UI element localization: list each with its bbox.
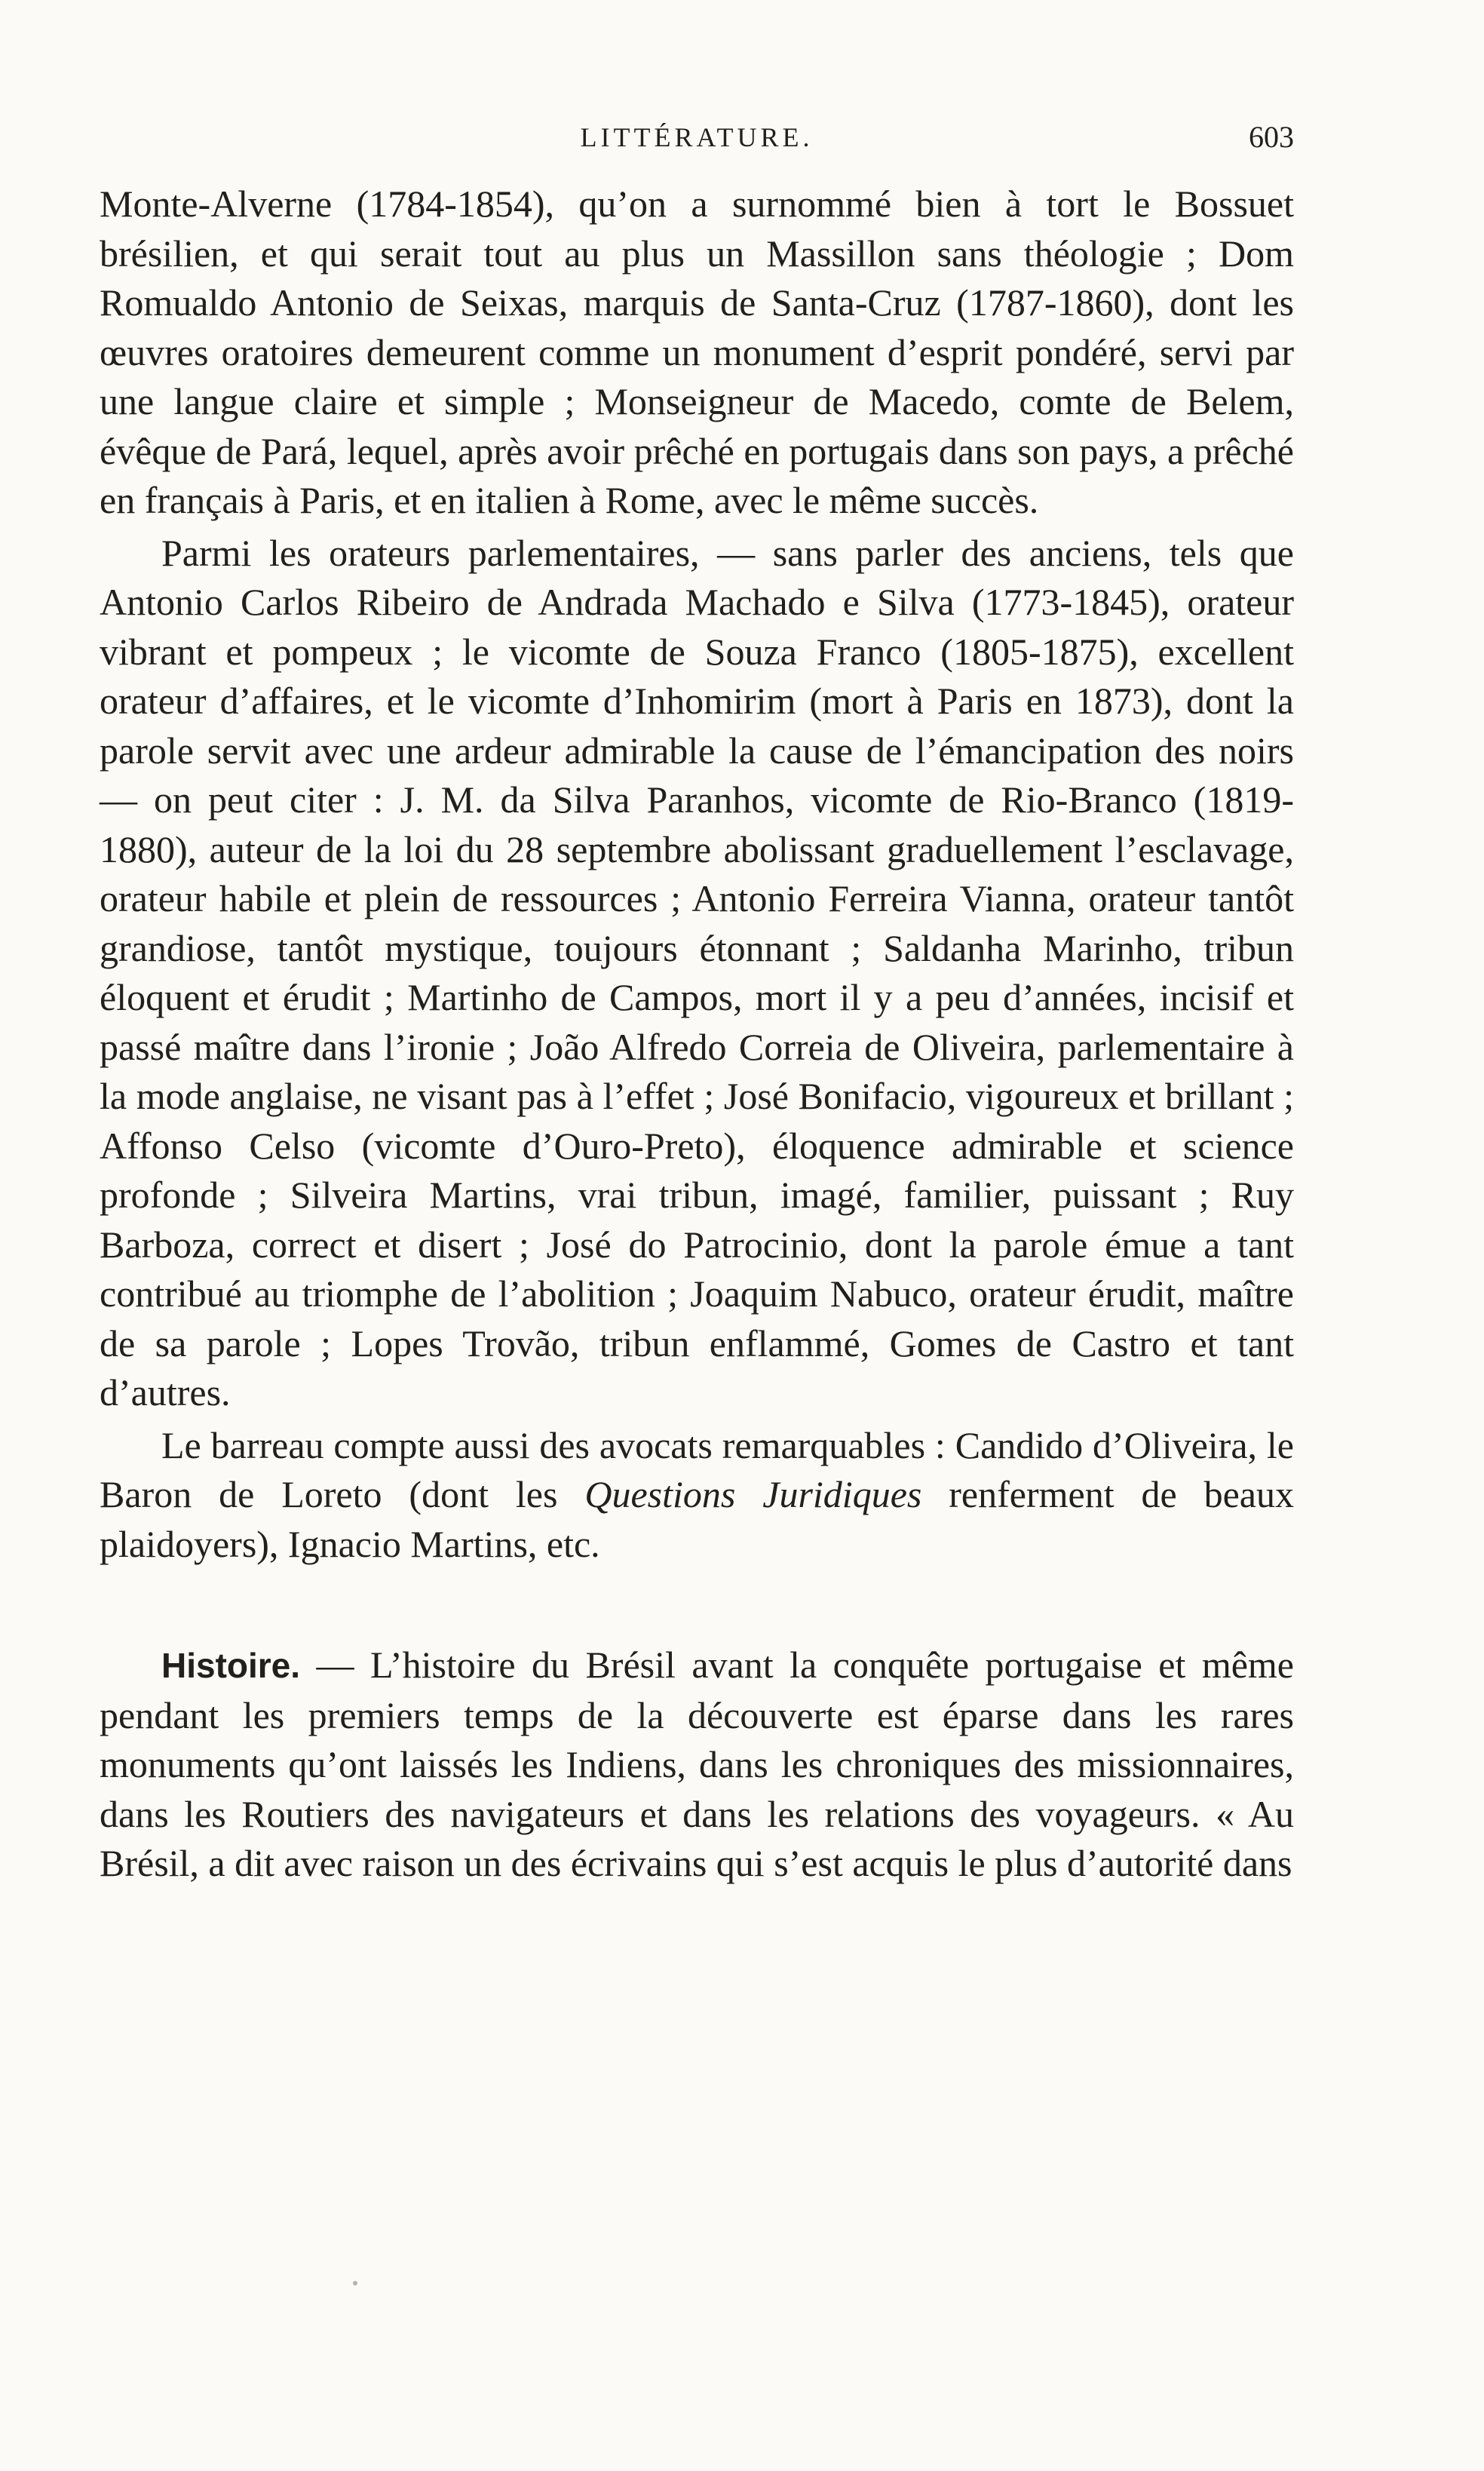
paragraph-bar-lawyers: [100, 1421, 1294, 1570]
history-text: — L’histoire du Brésil avant la conquête portugaise et même pendant les premiers temps de la découverte est éparse dans les rares monuments qu’ont laissés les Indiens, dans les chroniques des missionnaires, dans les Routiers des navigateurs et dans les relations des voyageurs. « Au Brésil, a dit avec raison un des écrivains qui s’est acquis le plus d’autorité dans: [100, 1644, 1294, 1884]
section-heading-histoire: Histoire.: [161, 1646, 301, 1685]
paragraph-history: [100, 1641, 1294, 1889]
page-number: 603: [1249, 120, 1294, 154]
paragraph-parliamentary-orators: Parmi les orateurs parlementaires, — sans parler des anciens, tels que Antonio Carlos Ribeiro de Andrada Machado e Silva (1773-1845), orateur vibrant et pompeux ; le vicomte de Souza Franco (1805-1875), excellent orateur d’affaires, et le vicomte d’Inhomirim (mort à Paris en 1873), dont la parole servit avec une ardeur admirable la cause de l’émancipation des noirs — on peut citer : J. M. da Silva Paranhos, vicomte de Rio-Branco (1819-1880), auteur de la loi du 28 septembre abolissant graduellement l’esclavage, orateur habile et plein de ressources ; Antonio Ferreira Vianna, orateur tantôt grandiose, tantôt mystique, toujours étonnant ; Saldanha Marinho, tribun éloquent et érudit ; Martinho de Campos, mort il y a peu d’années, incisif et passé maître dans l’ironie ; João Alfredo Correia de Oliveira, parlementaire à la mode anglaise, ne visant pas à l’effet ; José Bonifacio, vigoureux et brillant ; Affonso Celso (vicomte d’Ouro-Preto), éloquence admirable et science profonde ; Silveira Martins, vrai tribun, imagé, familier, puissant ; Ruy Barboza, correct et disert ; José do Patrocinio, dont la parole émue a tant contribué au triomphe de l’abolition ; Joaquim Nabuco, orateur érudit, maître de sa parole ; Lopes Trovão, tribun enflammé, Gomes de Castro et tant d’autres.: [100, 531, 1294, 1414]
bar-text-end: renferment de beaux plaidoyers), Ignacio Martins, etc.: [100, 1473, 1295, 1565]
book-title-questions-juridiques: Questions Juridiques: [584, 1473, 922, 1515]
running-head: [100, 115, 1294, 160]
bar-text-start: Le barreau compte aussi des avocats remarquables : Candido d’Oliveira, le Baron de Loreto (dont les: [100, 1423, 1294, 1515]
paragraph-orators-clergy: Monte-Alverne (1784-1854), qu’on a surnommé bien à tort le Bossuet brésilien, et qui serait tout au plus un Massillon sans théologie ; Dom Romualdo Antonio de Seixas, marquis de Santa-Cruz (1787-1860), dont les œuvres oratoires demeurent comme un monument d’esprit pondéré, servi par une langue claire et simple ; Monseigneur de Macedo, comte de Belem, évêque de Pará, lequel, après avoir prêché en portugais dans son pays, a prêché en français à Paris, et en italien à Rome, avec le même succès.: [100, 183, 1294, 521]
running-title: LITTÉRATURE.: [580, 122, 814, 152]
paper-speck: [353, 2281, 357, 2285]
body-text: [100, 180, 1294, 1889]
